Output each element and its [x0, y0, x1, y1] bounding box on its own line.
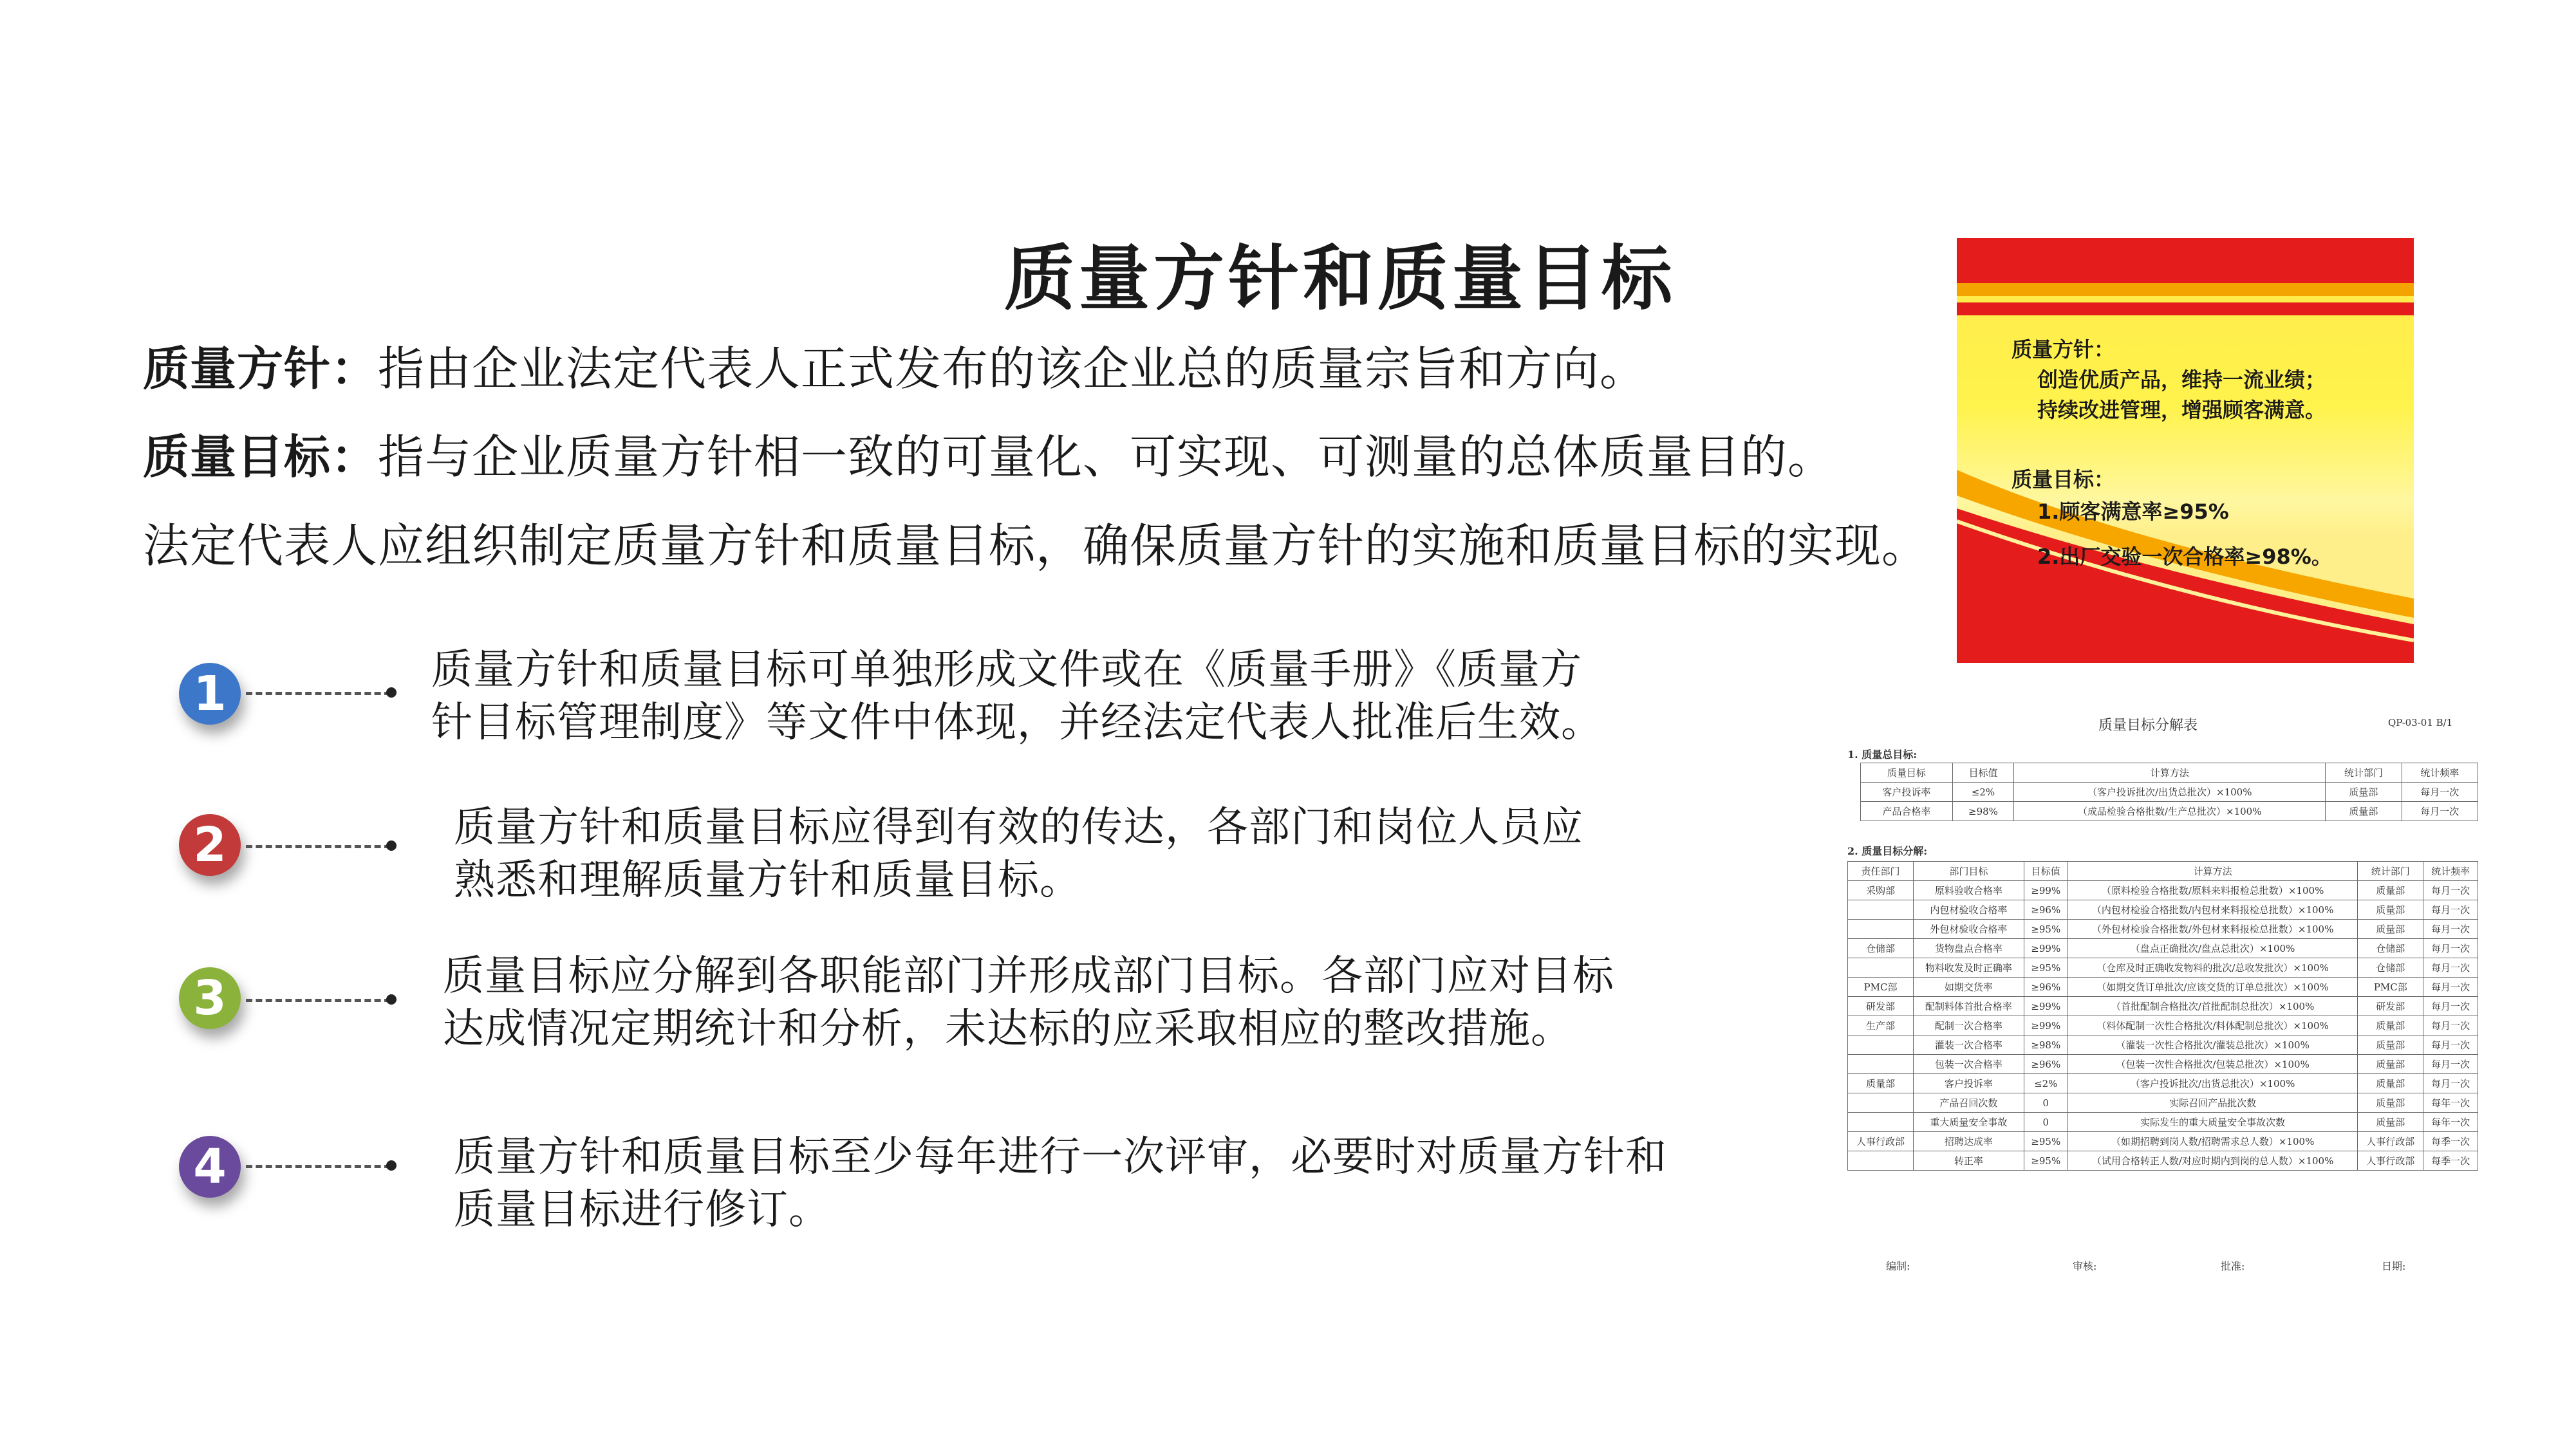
table-cell: 生产部: [1848, 1016, 1914, 1035]
table-cell: ≥99%: [2024, 939, 2067, 958]
table-cell: 质量部: [2358, 1035, 2423, 1055]
table-cell: ≥98%: [1952, 802, 2014, 821]
definition-policy: [143, 331, 1647, 398]
table-cell: 转正率: [1914, 1151, 2024, 1171]
table-header: 统计部门: [2326, 763, 2402, 783]
table-cell: 货物盘点合格率: [1914, 939, 2024, 958]
table-row: [1861, 802, 2478, 821]
table-cell: 研发部: [2358, 997, 2423, 1016]
doc-footer-label: 批准:: [2221, 1260, 2245, 1272]
table-cell: [1848, 1151, 1914, 1171]
table-cell: （外包材检验合格批数/外包材来料报检总批数）×100%: [2067, 920, 2357, 939]
item-number-badge: 1: [179, 663, 241, 725]
table-cell: 人事行政部: [2358, 1151, 2423, 1171]
doc-section-heading: 2. 质量目标分解:: [1847, 845, 1928, 857]
table-cell: 如期交货率: [1914, 978, 2024, 997]
table-row: [1848, 1132, 2478, 1151]
table-cell: ≥96%: [2024, 900, 2067, 920]
table-cell: 内包材验收合格率: [1914, 900, 2024, 920]
table-cell: （客户投诉批次/出货总批次）×100%: [2014, 783, 2326, 802]
item-number-badge: 4: [179, 1136, 241, 1198]
table-cell: ≥99%: [2024, 1016, 2067, 1035]
table-cell: [1848, 1093, 1914, 1113]
table-header: 目标值: [1952, 763, 2014, 783]
table-row: [1848, 978, 2478, 997]
table-header-row: [1848, 862, 2478, 881]
item-line: 质量方针和质量目标至少每年进行一次评审，必要时对质量方针和: [454, 1133, 1667, 1181]
table-cell: （内包材检验合格批数/内包材来料报检总批数）×100%: [2067, 900, 2357, 920]
table-cell: 质量部: [2358, 1016, 2423, 1035]
item-number-badge: 2: [179, 814, 241, 876]
table-cell: 质量部: [2358, 1093, 2423, 1113]
connector-dashes: [246, 999, 391, 1002]
table-cell: [1848, 900, 1914, 920]
table-cell: ≥99%: [2024, 881, 2067, 900]
quality-policy-poster: [1957, 238, 2414, 663]
table-cell: 每月一次: [2423, 900, 2478, 920]
table-cell: （如期交货订单批次/应该交货的订单总批次）×100%: [2067, 978, 2357, 997]
table-header: 统计频率: [2402, 763, 2478, 783]
table-cell: （原料检验合格批数/原料来料报检总批数）×100%: [2067, 881, 2357, 900]
poster-policy-line: 持续改进管理，增强顾客满意。: [2037, 398, 2326, 422]
poster-policy-label: 质量方针：: [2011, 337, 2115, 362]
table-cell: 质量部: [2326, 802, 2402, 821]
table-cell: 实际召回产品批次数: [2067, 1093, 2357, 1113]
table-cell: 客户投诉率: [1861, 783, 1953, 802]
table-cell: 每月一次: [2402, 783, 2478, 802]
table-cell: 招聘达成率: [1914, 1132, 2024, 1151]
connector-dot: [386, 840, 397, 851]
table-cell: PMC部: [2358, 978, 2423, 997]
item-line: 质量目标应分解到各职能部门并形成部门目标。各部门应对目标: [443, 952, 1614, 1000]
table-header: 目标值: [2024, 862, 2067, 881]
definition-text: 法定代表人应组织制定质量方针和质量目标，确保质量方针的实施和质量目标的实现。: [143, 519, 1929, 573]
table-header: 质量目标: [1861, 763, 1953, 783]
item-number-badge: 3: [179, 967, 241, 1029]
item-2-text: [454, 801, 1583, 907]
definition-label: 质量目标：: [143, 430, 378, 484]
table-cell: 质量部: [1848, 1074, 1914, 1093]
connector-dot: [386, 687, 397, 698]
table-cell: 配制料体首批合格率: [1914, 997, 2024, 1016]
item-line: 熟悉和理解质量方针和质量目标。: [454, 857, 1081, 904]
table-cell: [1848, 958, 1914, 978]
table-cell: 采购部: [1848, 881, 1914, 900]
poster-goal-line: 2.出厂交验一次合格率≥98%。: [2037, 544, 2332, 569]
table-header: 计算方法: [2067, 862, 2357, 881]
table-cell: ≥96%: [2024, 978, 2067, 997]
table-row: [1848, 1035, 2478, 1055]
poster-goal-line: 1.顾客满意率≥95%: [2037, 499, 2229, 524]
table-header: 统计频率: [2423, 862, 2478, 881]
table-cell: 仓储部: [2358, 958, 2423, 978]
table-cell: 0: [2024, 1093, 2067, 1113]
item-1-text: [431, 644, 1603, 749]
table-cell: 灌装一次合格率: [1914, 1035, 2024, 1055]
table-cell: [1848, 920, 1914, 939]
table-cell: 每月一次: [2423, 881, 2478, 900]
table-row: [1848, 920, 2478, 939]
item-4-text: [454, 1131, 1667, 1236]
table-cell: 质量部: [2326, 783, 2402, 802]
doc-footer-label: 审核:: [2073, 1260, 2097, 1272]
doc-section-heading: 1. 质量总目标:: [1847, 748, 1918, 761]
table-cell: （料体配制一次性合格批次/料体配制总批次）×100%: [2067, 1016, 2357, 1035]
table-cell: 每年一次: [2423, 1093, 2478, 1113]
table-header: 部门目标: [1914, 862, 2024, 881]
table-cell: 质量部: [2358, 1074, 2423, 1093]
doc-title: 质量目标分解表: [2098, 718, 2198, 734]
table-cell: 每月一次: [2423, 1074, 2478, 1093]
table-cell: 仓储部: [2358, 939, 2423, 958]
table-cell: 每月一次: [2423, 939, 2478, 958]
table-cell: 每月一次: [2423, 958, 2478, 978]
table-row: [1848, 1074, 2478, 1093]
table-cell: （首批配制合格批次/首批配制总批次）×100%: [2067, 997, 2357, 1016]
definition-goal: [143, 420, 1834, 487]
definition-requirement: [143, 508, 1928, 575]
table-cell: 每月一次: [2423, 1035, 2478, 1055]
table-cell: 每季一次: [2423, 1151, 2478, 1171]
table-cell: 产品合格率: [1861, 802, 1953, 821]
table-cell: ≥99%: [2024, 997, 2067, 1016]
item-line: 达成情况定期统计和分析，未达标的应采取相应的整改措施。: [443, 1005, 1573, 1053]
table-row: [1848, 997, 2478, 1016]
poster-policy-line: 创造优质产品，维持一流业绩；: [2037, 367, 2326, 392]
table-row: [1848, 1151, 2478, 1171]
poster-swoosh-graphic: [1957, 238, 2414, 663]
table-row: [1848, 881, 2478, 900]
table-cell: 质量部: [2358, 920, 2423, 939]
table-cell: （客户投诉批次/出货总批次）×100%: [2067, 1074, 2357, 1093]
item-line: 质量目标进行修订。: [454, 1186, 830, 1234]
table-cell: （成品检验合格批数/生产总批次）×100%: [2014, 802, 2326, 821]
table-row: [1848, 1093, 2478, 1113]
table-header-row: [1861, 763, 2478, 783]
table-cell: 每季一次: [2423, 1132, 2478, 1151]
table-cell: 包装一次合格率: [1914, 1055, 2024, 1074]
table-cell: 每月一次: [2423, 1016, 2478, 1035]
table-cell: 物料收发及时正确率: [1914, 958, 2024, 978]
table-cell: 人事行政部: [2358, 1132, 2423, 1151]
table-row: [1848, 1113, 2478, 1132]
table-cell: ≥98%: [2024, 1035, 2067, 1055]
table-cell: 配制一次合格率: [1914, 1016, 2024, 1035]
table-cell: 0: [2024, 1113, 2067, 1132]
doc-footer-label: 编制:: [1886, 1260, 1910, 1272]
item-line: 质量方针和质量目标可单独形成文件或在《质量手册》《质量方: [431, 646, 1582, 694]
item-line: 针目标管理制度》等文件中体现，并经法定代表人批准后生效。: [431, 699, 1603, 747]
table-cell: ≥95%: [2024, 958, 2067, 978]
definition-text: 指与企业质量方针相一致的可量化、可实现、可测量的总体质量目的。: [378, 430, 1835, 484]
table-cell: 质量部: [2358, 900, 2423, 920]
table-cell: 每月一次: [2423, 997, 2478, 1016]
quality-goal-table-document: [1847, 708, 2478, 1287]
table-cell: 产品召回次数: [1914, 1093, 2024, 1113]
table-row: [1848, 958, 2478, 978]
table-cell: [1848, 1055, 1914, 1074]
table-cell: 人事行政部: [1848, 1132, 1914, 1151]
table-header: 责任部门: [1848, 862, 1914, 881]
table-cell: 研发部: [1848, 997, 1914, 1016]
table-cell: 重大质量安全事故: [1914, 1113, 2024, 1132]
table-cell: 每月一次: [2423, 978, 2478, 997]
definition-text: 指由企业法定代表人正式发布的该企业总的质量宗旨和方向。: [378, 342, 1647, 396]
table-cell: 客户投诉率: [1914, 1074, 2024, 1093]
connector-dashes: [246, 692, 391, 695]
table-cell: （包装一次性合格批次/包装总批次）×100%: [2067, 1055, 2357, 1074]
table-cell: 质量部: [2358, 881, 2423, 900]
table-cell: ≥95%: [2024, 1151, 2067, 1171]
table-cell: （仓库及时正确收发物料的批次/总收发批次）×100%: [2067, 958, 2357, 978]
table-cell: 质量部: [2358, 1113, 2423, 1132]
table-cell: ≤2%: [1952, 783, 2014, 802]
table-cell: 外包材验收合格率: [1914, 920, 2024, 939]
table-cell: 原料验收合格率: [1914, 881, 2024, 900]
table-cell: 仓储部: [1848, 939, 1914, 958]
table-cell: 质量部: [2358, 1055, 2423, 1074]
table-row: [1848, 900, 2478, 920]
table-cell: （试用合格转正人数/对应时期内到岗的总人数）×100%: [2067, 1151, 2357, 1171]
department-goal-table: [1847, 861, 2478, 1171]
table-header: 统计部门: [2358, 862, 2423, 881]
connector-dashes: [246, 845, 391, 848]
table-cell: ≤2%: [2024, 1074, 2067, 1093]
table-cell: （灌装一次性合格批次/灌装总批次）×100%: [2067, 1035, 2357, 1055]
table-cell: 每年一次: [2423, 1113, 2478, 1132]
table-cell: [1848, 1035, 1914, 1055]
table-cell: 每月一次: [2423, 1055, 2478, 1074]
table-row: [1848, 1016, 2478, 1035]
total-goal-table: [1860, 763, 2478, 821]
definition-label: 质量方针：: [143, 342, 378, 396]
connector-dot: [386, 994, 397, 1005]
page-title: 质量方针和质量目标: [1004, 237, 1676, 320]
item-line: 质量方针和质量目标应得到有效的传达，各部门和岗位人员应: [454, 804, 1583, 851]
table-row: [1848, 1055, 2478, 1074]
table-cell: （如期招聘到岗人数/招聘需求总人数）×100%: [2067, 1132, 2357, 1151]
connector-dot: [386, 1160, 397, 1171]
table-cell: [1848, 1113, 1914, 1132]
poster-goal-label: 质量目标：: [2011, 467, 2115, 492]
table-cell: 每月一次: [2402, 802, 2478, 821]
table-cell: 每月一次: [2423, 920, 2478, 939]
table-header: 计算方法: [2014, 763, 2326, 783]
table-cell: PMC部: [1848, 978, 1914, 997]
connector-dashes: [246, 1165, 391, 1168]
table-cell: ≥95%: [2024, 1132, 2067, 1151]
item-3-text: [443, 950, 1614, 1055]
table-cell: ≥95%: [2024, 920, 2067, 939]
table-cell: ≥96%: [2024, 1055, 2067, 1074]
table-row: [1848, 939, 2478, 958]
table-cell: （盘点正确批次/盘点总批次）×100%: [2067, 939, 2357, 958]
table-row: [1861, 783, 2478, 802]
doc-footer-label: 日期:: [2382, 1260, 2406, 1272]
table-cell: 实际发生的重大质量安全事故次数: [2067, 1113, 2357, 1132]
doc-code: QP-03-01 B/1: [2388, 717, 2453, 729]
